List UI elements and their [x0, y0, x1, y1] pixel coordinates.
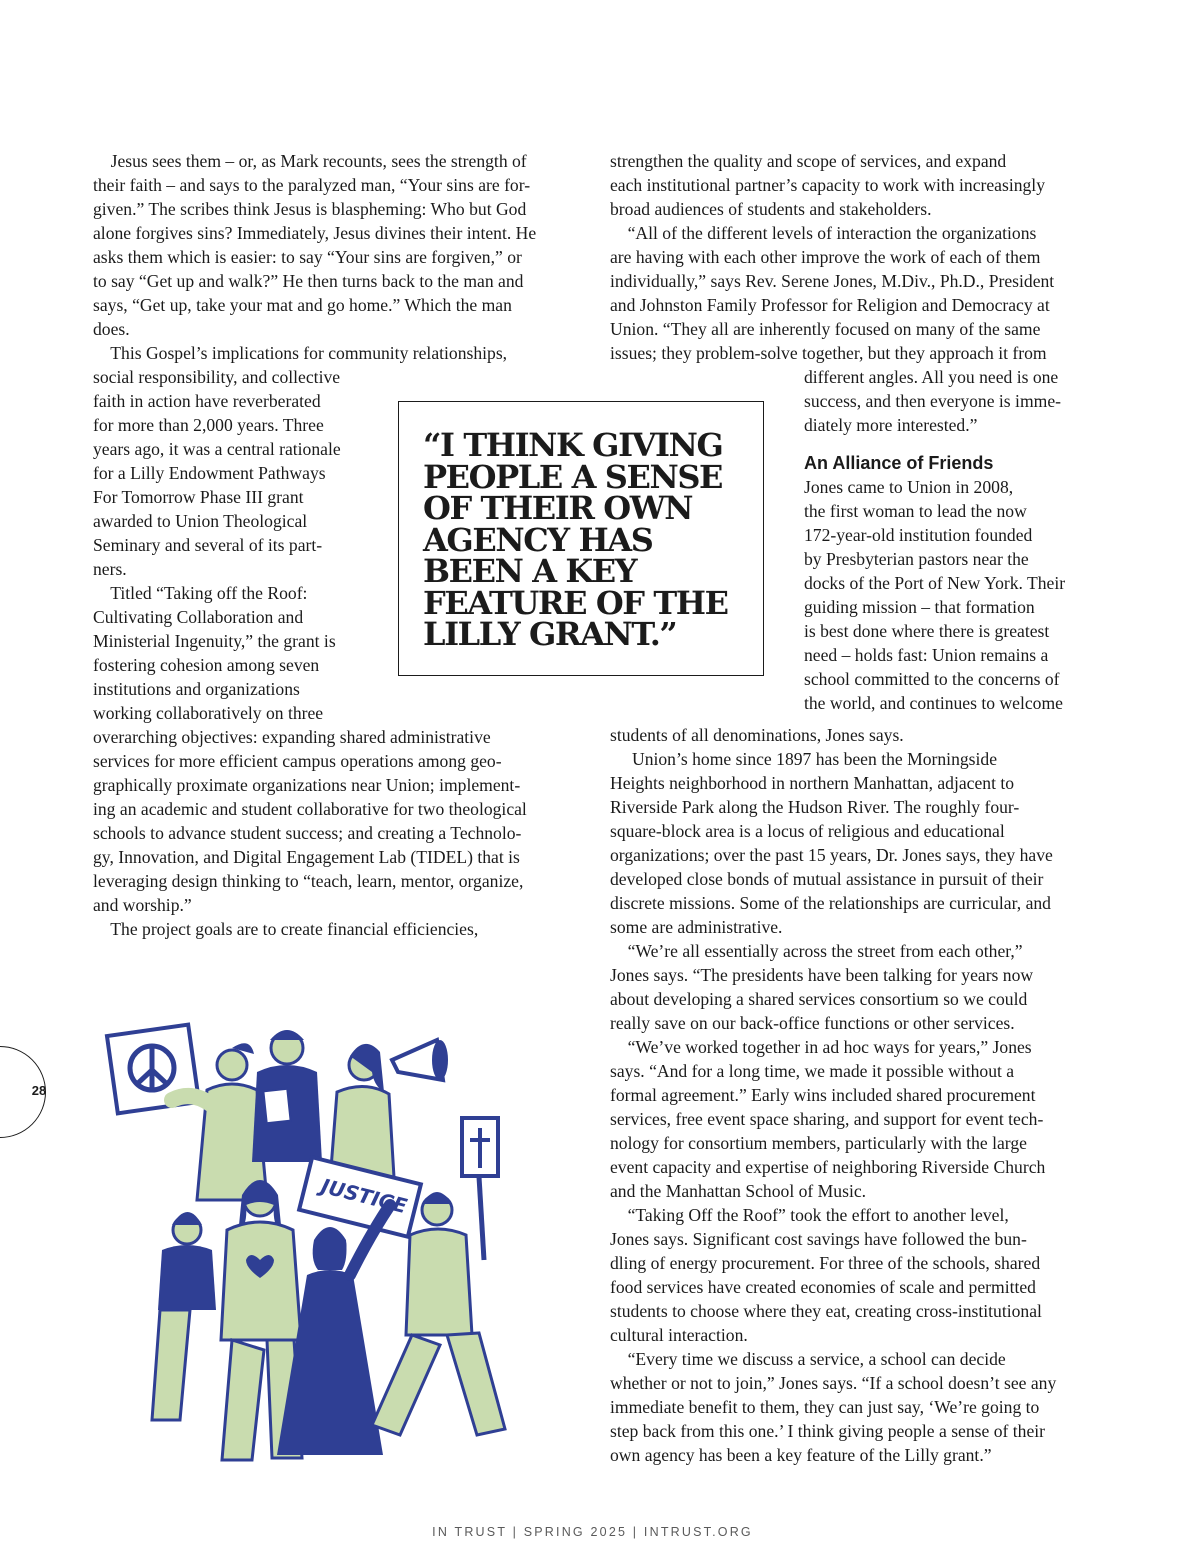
text-line: event capacity and expertise of neighboring Riverside Church: [610, 1157, 1046, 1177]
text-line: OF THEIR OWN: [423, 489, 693, 527]
right-column-narrow: [804, 365, 1104, 715]
text-line: schools to advance student success; and creating a Technolo-: [93, 823, 522, 843]
text-line: FEATURE OF THE: [423, 583, 728, 622]
page-footer: IN TRUST | SPRING 2025 | INTRUST.ORG: [432, 1525, 753, 1539]
text-line: working collaboratively on three: [93, 703, 324, 723]
text-line: institutions and organizations: [93, 679, 300, 699]
text-line: “All of the different levels of interaction the organizations: [610, 223, 1037, 243]
section-subhead: An Alliance of Friends: [804, 453, 994, 473]
text-line: the first woman to lead the now: [804, 501, 1027, 521]
text-line: own agency has been a key feature of the Lilly grant.”: [610, 1445, 992, 1465]
text-line: issues; they problem-solve together, but they approach it from: [610, 343, 1047, 363]
text-line: given.” The scribes think Jesus is blaspheming: Who but God: [93, 199, 527, 219]
text-line: Titled “Taking off the Roof:: [93, 583, 308, 603]
justice-sign-text: JUSTICE: [318, 1173, 410, 1219]
text-line: says, “Get up, take your mat and go home.” Which the man: [93, 295, 512, 315]
text-line: square-block area is a locus of religious and educational: [610, 821, 1005, 841]
text-line: broad audiences of students and stakeholders.: [610, 199, 932, 219]
text-line: by Presbyterian pastors near the: [804, 549, 1029, 569]
text-line: for a Lilly Endowment Pathways: [93, 463, 326, 483]
text-line: Cultivating Collaboration and: [93, 607, 304, 627]
text-line: “I THINK GIVING: [423, 426, 723, 464]
text-line: to say “Get up and walk?” He then turns back to the man and: [93, 271, 524, 291]
text-line: does.: [93, 319, 130, 339]
text-line: discrete missions. Some of the relationships are curricular, and: [610, 893, 1051, 913]
text-line: really save on our back-office functions or other services.: [610, 1013, 1015, 1033]
text-line: each institutional partner’s capacity to work with increasingly: [610, 175, 1045, 195]
text-line: Riverside Park along the Hudson River. The roughly four-: [610, 797, 1020, 817]
text-line: is best done where there is greatest: [804, 621, 1050, 641]
text-line: the world, and continues to welcome: [804, 693, 1063, 713]
figure-left-dark: [152, 1212, 216, 1420]
right-column-narrow-b-lines: [804, 475, 1104, 715]
page-number: 28: [31, 1083, 47, 1098]
text-line: students to choose where they eat, creating cross-institutional: [610, 1301, 1042, 1321]
text-line: Seminary and several of its part-: [93, 535, 323, 555]
text-line: graphically proximate organizations near Union; implement-: [93, 775, 521, 795]
text-line: 172-year-old institution founded: [804, 525, 1033, 545]
text-line: LILLY GRANT.”: [423, 615, 677, 653]
text-line: “We’ve worked together in ad hoc ways for years,” Jones: [610, 1037, 1032, 1057]
text-line: Ministerial Ingenuity,” the grant is: [93, 631, 336, 651]
text-line: diately more interested.”: [804, 415, 978, 435]
figure-center: [252, 1030, 322, 1162]
text-line: Jones says. Significant cost savings have followed the bun-: [610, 1229, 1027, 1249]
text-line: developed close bonds of mutual assistance in pursuit of their: [610, 869, 1044, 889]
justice-sign: [299, 1157, 421, 1236]
text-line: cultural interaction.: [610, 1325, 748, 1345]
text-line: school committed to the concerns of: [804, 669, 1060, 689]
pull-quote: [423, 426, 753, 653]
text-line: organizations; over the past 15 years, Dr. Jones says, they have: [610, 845, 1053, 865]
text-line: The project goals are to create financial efficiencies,: [93, 919, 479, 939]
text-line: docks of the Port of New York. Their: [804, 573, 1066, 593]
text-line: guiding mission – that formation: [804, 597, 1035, 617]
text-line: Jones came to Union in 2008,: [804, 477, 1014, 497]
text-line: services for more efficient campus operations among geo-: [93, 751, 502, 771]
text-line: Union’s home since 1897 has been the Morningside: [610, 749, 998, 769]
text-line: immediate benefit to them, they can just say, ‘We’re going to: [610, 1397, 1040, 1417]
text-line: PEOPLE A SENSE: [423, 457, 723, 496]
text-line: fostering cohesion among seven: [93, 655, 320, 675]
text-line: success, and then everyone is imme-: [804, 391, 1061, 411]
text-line: different angles. All you need is one: [804, 367, 1059, 387]
text-line: and Johnston Family Professor for Religion and Democracy at: [610, 295, 1050, 315]
right-column-bottom-lines: [610, 723, 1100, 1467]
text-line: years ago, it was a central rationale: [93, 439, 341, 459]
text-line: services, free event space sharing, and support for event tech-: [610, 1109, 1044, 1129]
text-line: food services have created economies of scale and permitted: [610, 1277, 1036, 1297]
protest-illustration: [92, 990, 552, 1470]
right-column-narrow-a-lines: [804, 365, 1104, 437]
text-line: BEEN A KEY: [423, 552, 637, 590]
text-line: “Every time we discuss a service, a school can decide: [610, 1349, 1006, 1369]
text-line: gy, Innovation, and Digital Engagement Lab (TIDEL) that is: [93, 847, 520, 867]
text-line: social responsibility, and collective: [93, 367, 341, 387]
text-line: about developing a shared services consortium so we could: [610, 989, 1028, 1009]
text-line: Union. “They all are inherently focused on many of the same: [610, 319, 1041, 339]
text-line: For Tomorrow Phase III grant: [93, 487, 304, 507]
text-line: and the Manhattan School of Music.: [610, 1181, 867, 1201]
text-line: formal agreement.” Early wins included shared procurement: [610, 1085, 1036, 1105]
text-line: students of all denominations, Jones says.: [610, 725, 904, 745]
text-line: nology for consortium members, particularly with the large: [610, 1133, 1027, 1153]
text-line: leveraging design thinking to “teach, learn, mentor, organize,: [93, 871, 524, 891]
text-line: their faith – and says to the paralyzed man, “Your sins are for-: [93, 175, 531, 195]
text-line: and worship.”: [93, 895, 192, 915]
text-line: awarded to Union Theological: [93, 511, 308, 531]
text-line: dling of energy procurement. For three of the schools, shared: [610, 1253, 1041, 1273]
right-column-top: [610, 149, 1100, 365]
text-line: step back from this one.’ I think giving people a sense of their: [610, 1421, 1046, 1441]
text-line: whether or not to join,” Jones says. “If a school doesn’t see any: [610, 1373, 1057, 1393]
text-line: AGENCY HAS: [423, 520, 653, 559]
text-line: says. “And for a long time, we made it possible without a: [610, 1061, 1015, 1081]
text-line: asks them which is easier: to say “Your sins are forgiven,” or: [93, 247, 522, 267]
text-line: faith in action have reverberated: [93, 391, 321, 411]
text-line: Jesus sees them – or, as Mark recounts, sees the strength of: [93, 151, 527, 171]
text-line: alone forgives sins? Immediately, Jesus divines their intent. He: [93, 223, 537, 243]
text-line: “We’re all essentially across the street from each other,”: [610, 941, 1023, 961]
text-line: individually,” says Rev. Serene Jones, M.Div., Ph.D., President: [610, 271, 1055, 291]
text-line: ners.: [93, 559, 127, 579]
text-line: ing an academic and student collaborative for two theological: [93, 799, 527, 819]
text-line: some are administrative.: [610, 917, 783, 937]
right-column-bottom: [610, 723, 1100, 1467]
pull-quote-box: [398, 401, 764, 676]
text-line: This Gospel’s implications for community relationships,: [93, 343, 508, 363]
text-line: strengthen the quality and scope of services, and expand: [610, 151, 1007, 171]
text-line: Heights neighborhood in northern Manhattan, adjacent to: [610, 773, 1015, 793]
text-line: are having with each other improve the work of each of them: [610, 247, 1041, 267]
text-line: need – holds fast: Union remains a: [804, 645, 1049, 665]
text-line: “Taking Off the Roof” took the effort to another level,: [610, 1205, 1009, 1225]
right-column-top-lines: [610, 149, 1100, 365]
text-line: Jones says. “The presidents have been talking for years now: [610, 965, 1034, 985]
text-line: for more than 2,000 years. Three: [93, 415, 324, 435]
text-line: overarching objectives: expanding shared administrative: [93, 727, 491, 747]
